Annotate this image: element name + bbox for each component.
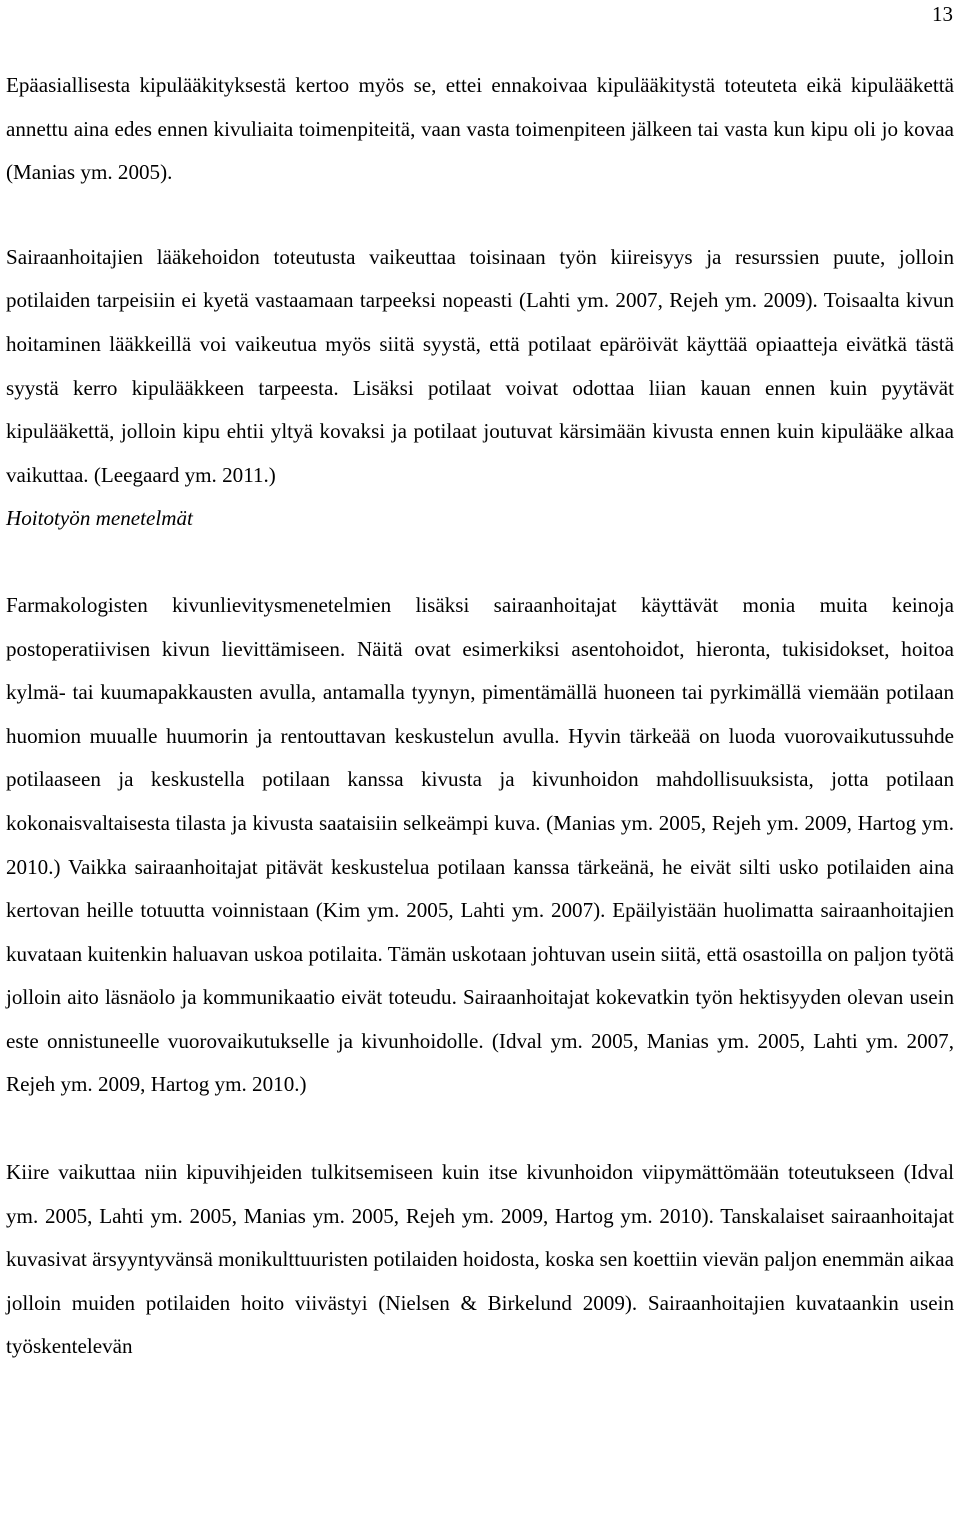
- paragraph-analgesia-timing: Epäasiallisesta kipulääkityksestä kertoo myös se, ettei ennakoivaa kipulääkitystä toteuteta eikä kipulääkettä annettu aina edes ennen kivuliaita toimenpiteitä, vaan vasta toimenpiteen jälkeen tai vasta kun kipu oli jo kovaa (Manias ym. 2005).: [6, 73, 954, 185]
- section-heading: Hoitotyön menetelmät: [6, 506, 193, 531]
- paragraph-time-pressure: Kiire vaikuttaa niin kipuvihjeiden tulkitsemiseen kuin itse kivunhoidon viipymättömään toteutukseen (Idval ym. 2005, Lahti ym. 2005, Manias ym. 2005, Rejeh ym. 2009, Hartog ym. 2010). Tanskalaiset sairaanhoitajat kuvasivat ärsyyntyvänsä monikulttuuristen potilaiden hoidosta, koska sen koettiin vievän paljon enemmän aikaa jolloin muiden potilaiden hoito viivästyi (Nielsen & Birkelund 2009). Sairaanhoitajien kuvataankin usein työskentelevän: [6, 1160, 954, 1359]
- page-number: 13: [932, 2, 953, 26]
- paragraph-non-pharmacological-methods: Farmakologisten kivunlievitysmenetelmien lisäksi sairaanhoitajat käyttävät monia muita keinoja postoperatiivisen kivun lievittämiseen. Näitä ovat esimerkiksi asentohoidot, hieronta, tukisidokset, hoitoa kylmä- tai kuumapakkausten avulla, antamalla tyynyn, pimentämällä huoneen tai pyrkimällä viemään potilaan huomion muualle huumorin ja rentouttavan keskustelun avulla. Hyvin tärkeää on luoda vuorovaikutussuhde potilaaseen ja keskustella potilaan kanssa kivusta ja kivunhoidon mahdollisuuksista, jotta potilaan kokonaisvaltaisesta tilasta ja kivusta saataisiin selkeämpi kuva. (Manias ym. 2005, Rejeh ym. 2009, Hartog ym. 2010.) Vaikka sairaanhoitajat pitävät keskustelua potilaan kanssa tärkeänä, he eivät silti usko potilaiden aina kertovan heille totuutta voinnistaan (Kim ym. 2005, Lahti ym. 2007). Epäilyistään huolimatta sairaanhoitajien kuvataan kuitenkin haluavan uskoa potilaita. Tämän uskotaan johtuvan usein siitä, että osastoilla on paljon työtä jolloin aito läsnäolo ja kommunikaatio eivät toteudu. Sairaanhoitajat kokevatkin työn hektisyyden olevan usein este onnistuneelle vuorovaikutukselle ja kivunhoidolle. (Idval ym. 2005, Manias ym. 2005, Lahti ym. 2007, Rejeh ym. 2009, Hartog ym. 2010.): [6, 592, 954, 1097]
- paragraph-medication-barriers: Sairaanhoitajien lääkehoidon toteutusta vaikeuttaa toisinaan työn kiireisyys ja resurssien puute, jolloin potilaiden tarpeisiin ei kyetä vastaamaan tarpeeksi nopeasti (Lahti ym. 2007, Rejeh ym. 2009). Toisaalta kivun hoitaminen lääkkeillä voi vaikeutua myös siitä syystä, että potilaat epäröivät käyttää opiaatteja eivätkä tästä syystä kerro kipulääkkeen tarpeesta. Lisäksi potilaat voivat odottaa liian kauan ennen kuin pyytävät kipulääkettä, jolloin kipu ehtii yltyä kovaksi ja potilaat joutuvat kärsimään kivusta ennen kuin kipulääke alkaa vaikuttaa. (Leegaard ym. 2011.): [6, 244, 954, 487]
- document-body: [6, 64, 954, 1369]
